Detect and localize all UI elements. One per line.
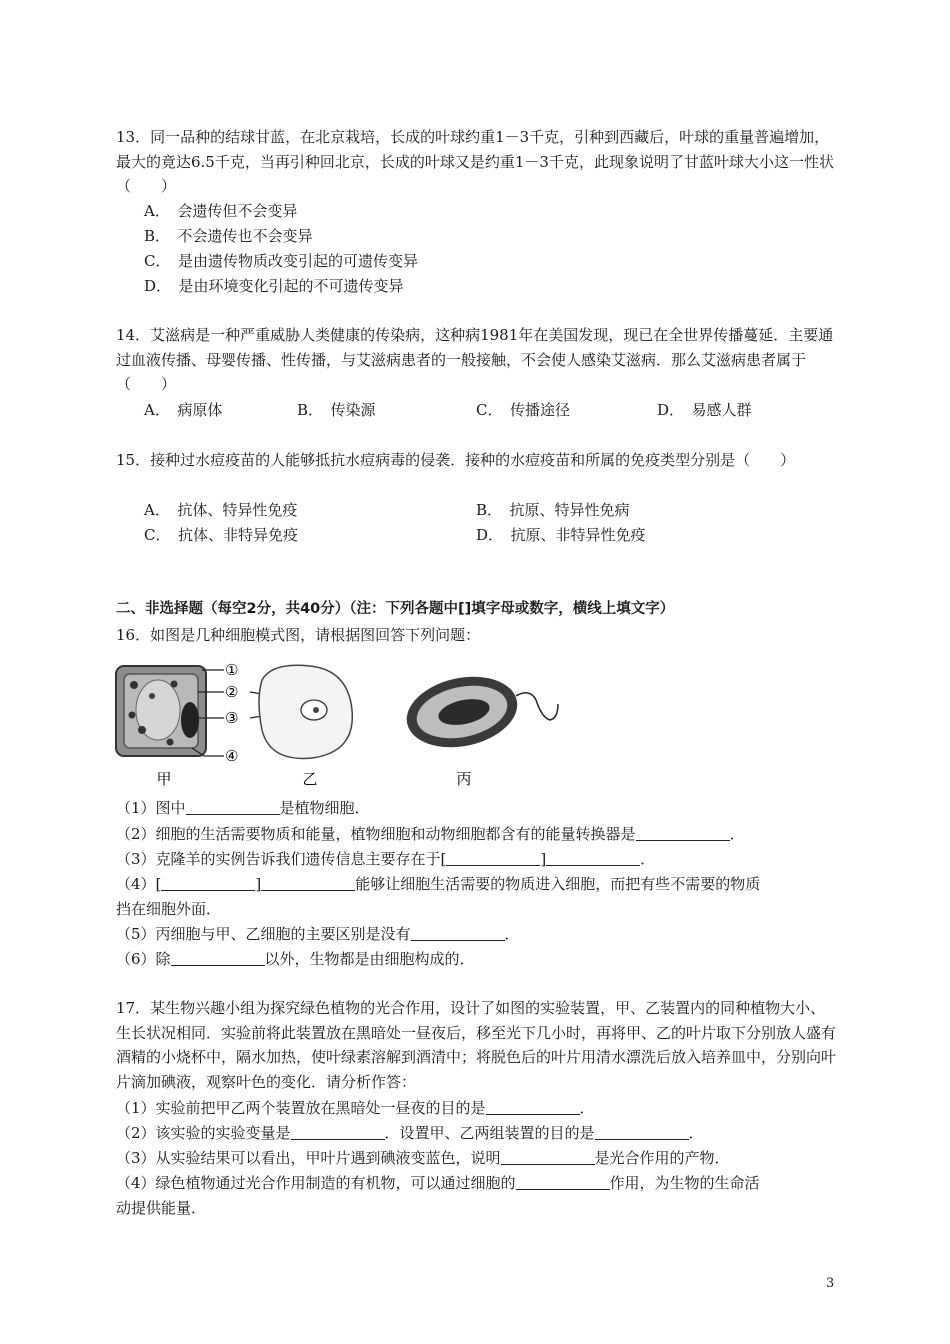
answer-blank[interactable] — [161, 874, 255, 891]
answer-blank[interactable] — [595, 1123, 689, 1140]
caption-bing: 丙 — [456, 770, 472, 788]
question-16-stem: 16．如图是几种细胞模式图，请根据图回答下列问题： — [116, 626, 481, 644]
q16-part-5: （5）丙细胞与甲、乙细胞的主要区别是没有 ． — [116, 925, 520, 943]
q16-part-1: （1）图中 是植物细胞． — [116, 799, 370, 817]
answer-blank[interactable] — [546, 849, 640, 866]
q14-option-d: D． 易感人群 — [657, 401, 752, 419]
q16-part-6: （6）除 以外，生物都是由细胞构成的． — [116, 950, 475, 968]
q16-part-2: （2）细胞的生活需要物质和能量，植物细胞和动物细胞都含有的能量转换器是 ． — [116, 825, 745, 843]
q15-option-a: A． 抗体、特异性免疫 — [144, 501, 298, 519]
answer-blank[interactable] — [261, 874, 355, 891]
answer-blank[interactable] — [501, 1148, 595, 1165]
q15-option-d: D． 抗原、非特异性免疫 — [476, 526, 646, 544]
label-3: ③ — [225, 709, 239, 727]
answer-blank[interactable] — [516, 1173, 610, 1190]
q13-option-a: A． 会遗传但不会变异 — [144, 202, 298, 220]
q17-part-4: （4）绿色植物通过光合作用制造的有机物，可以通过细胞的 作用，为生物的生命活 — [116, 1174, 760, 1192]
q16-part-4: （4）[ ] 能够让细胞生活需要的物质进入细胞，而把有些不需要的物质 — [116, 875, 761, 893]
q17-part-2: （2）该实验的实验变量是 ．设置甲、乙两组装置的目的是 ． — [116, 1124, 704, 1142]
q15-option-c: C． 抗体、非特异免疫 — [144, 526, 298, 544]
question-15-stem: 15．接种过水痘疫苗的人能够抵抗水痘病毒的侵袭．接种的水痘疫苗和所属的免疫类型分别是（ ） — [116, 451, 796, 469]
q17-part-4-cont: 动提供能量． — [116, 1199, 207, 1217]
q17-part-1: （1）实验前把甲乙两个装置放在黑暗处一昼夜的目的是 ． — [116, 1099, 595, 1117]
section-2-heading: 二、非选择题（每空2分，共40分）（注：下列各题中[]填字母或数字，横线上填文字） — [116, 601, 675, 617]
answer-blank[interactable] — [171, 949, 265, 966]
answer-blank[interactable] — [186, 798, 280, 815]
q16-part-3: （3）克隆羊的实例告诉我们遗传信息主要存在于[ ] ． — [116, 850, 656, 868]
question-13-stem: 13．同一品种的结球甘蓝，在北京栽培，长成的叶球约重1－3千克，引种到西藏后，叶球的重量普遍增加，最大的竟达6.5千克，当再引种回北京，长成的叶球又是约重1－3千克，此现象说明了甘蓝叶球大小这一性状（ ） — [116, 128, 834, 195]
question-14-stem: 14．艾滋病是一种严重威胁人类健康的传染病，这种病1981年在美国发现，现已在全世界传播蔓延．主要通过血液传播、母婴传播、性传播，与艾滋病患者的一般接触，不会使人感染艾滋病．那么艾滋病患者属于（ ） — [116, 326, 834, 393]
q14-option-b: B． 传染源 — [297, 401, 376, 419]
question-17-stem: 17．某生物兴趣小组为探究绿色植物的光合作用，设计了如图的实验装置，甲、乙装置内的同种植物大小、生长状况相同．实验前将此装置放在黑暗处一昼夜后，移至光下几小时，再将甲、乙的叶片取下分别放人盛有酒精的小烧杯中，隔水加热，使叶绿素溶解到酒清中；将脱色后的叶片用清水漂洗后放入培养皿中，分别向叶片滴加碘液，观察叶色的变化．请分析作答： — [116, 999, 837, 1091]
animal-cell-yi — [259, 665, 352, 758]
plant-cell-jia — [116, 666, 206, 756]
label-4: ④ — [225, 747, 239, 765]
cell-diagram-figure — [112, 660, 582, 790]
q13-option-b: B． 不会遗传也不会变异 — [144, 227, 313, 245]
label-2: ② — [225, 683, 239, 701]
page-number: 3 — [826, 1276, 835, 1291]
label-1: ① — [225, 661, 239, 679]
cell-diagram — [112, 660, 582, 790]
q13-option-c: C． 是由遗传物质改变引起的可遗传变异 — [144, 252, 418, 270]
q13-option-d: D． 是由环境变化引起的不可遗传变异 — [144, 277, 404, 295]
caption-yi: 乙 — [302, 770, 318, 788]
bacterium-bing — [400, 667, 558, 757]
answer-blank[interactable] — [291, 1123, 385, 1140]
q14-option-a: A． 病原体 — [144, 401, 223, 419]
answer-blank[interactable] — [446, 849, 540, 866]
answer-blank[interactable] — [636, 824, 730, 841]
q16-part-4-cont: 挡在细胞外面． — [116, 900, 222, 918]
q15-option-b: B． 抗原、特异性免病 — [476, 501, 630, 519]
caption-jia: 甲 — [156, 770, 172, 788]
answer-blank[interactable] — [411, 924, 505, 941]
q17-part-3: （3）从实验结果可以看出，甲叶片遇到碘液变蓝色，说明 是光合作用的产物． — [116, 1149, 730, 1167]
q14-option-c: C． 传播途径 — [476, 401, 570, 419]
answer-blank[interactable] — [486, 1098, 580, 1115]
